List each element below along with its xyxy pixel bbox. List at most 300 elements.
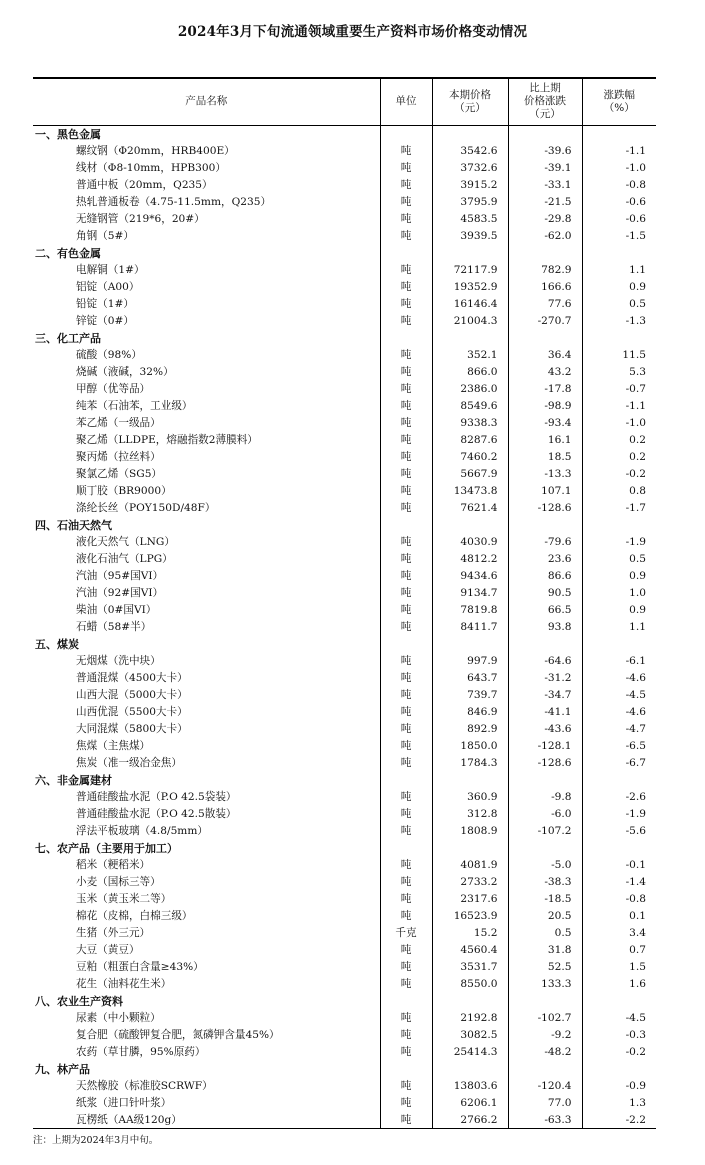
table-row bbox=[33, 890, 656, 907]
unit-cell: 吨 bbox=[380, 822, 432, 839]
change-cell: -9.8 bbox=[508, 788, 582, 805]
unit-cell: 吨 bbox=[380, 397, 432, 414]
change-cell: 23.6 bbox=[508, 550, 582, 567]
unit-cell: 吨 bbox=[380, 720, 432, 737]
change-cell: -98.9 bbox=[508, 397, 582, 414]
pct-cell: 1.3 bbox=[582, 1094, 656, 1111]
change-cell: 16.1 bbox=[508, 431, 582, 448]
header-product-name: 产品名称 bbox=[33, 78, 380, 125]
pct-cell bbox=[582, 635, 656, 652]
unit-cell: 吨 bbox=[380, 873, 432, 890]
price-cell: 8287.6 bbox=[432, 431, 508, 448]
price-cell bbox=[432, 1060, 508, 1077]
unit-cell: 吨 bbox=[380, 142, 432, 159]
change-cell bbox=[508, 516, 582, 533]
product-name: 瓦楞纸（AA级120g） bbox=[33, 1111, 380, 1128]
unit-cell: 吨 bbox=[380, 312, 432, 329]
product-name: 无烟煤（洗中块） bbox=[76, 655, 161, 667]
table-row bbox=[33, 567, 656, 584]
product-name: 纸浆（进口针叶浆） bbox=[76, 1097, 172, 1109]
price-cell: 2192.8 bbox=[432, 1009, 508, 1026]
change-cell: 90.5 bbox=[508, 584, 582, 601]
change-cell: 86.6 bbox=[508, 567, 582, 584]
unit-cell: 吨 bbox=[380, 346, 432, 363]
unit-cell: 吨 bbox=[380, 737, 432, 754]
pct-cell: -1.1 bbox=[582, 397, 656, 414]
table-row bbox=[33, 941, 656, 958]
product-name: 热轧普通板卷（4.75-11.5mm，Q235） bbox=[76, 196, 272, 208]
table-row bbox=[33, 159, 656, 176]
pct-cell: 0.2 bbox=[582, 448, 656, 465]
header-change-line: 价格涨跌 bbox=[524, 95, 566, 108]
pct-cell: -4.6 bbox=[582, 669, 656, 686]
change-cell: -128.6 bbox=[508, 754, 582, 771]
unit-cell: 吨 bbox=[380, 975, 432, 992]
price-cell: 9434.6 bbox=[432, 567, 508, 584]
unit-cell: 吨 bbox=[380, 1026, 432, 1043]
change-cell: -34.7 bbox=[508, 686, 582, 703]
table-row bbox=[33, 1094, 656, 1111]
price-cell: 3795.9 bbox=[432, 193, 508, 210]
change-cell: 36.4 bbox=[508, 346, 582, 363]
change-cell: -120.4 bbox=[508, 1077, 582, 1094]
change-cell: 18.5 bbox=[508, 448, 582, 465]
product-name: 锌锭（0#） bbox=[76, 315, 134, 327]
unit-cell bbox=[380, 516, 432, 533]
pct-cell: -2.6 bbox=[582, 788, 656, 805]
pct-cell: 0.8 bbox=[582, 482, 656, 499]
product-name: 山西优混（5500大卡） bbox=[76, 706, 188, 718]
table-row bbox=[33, 975, 656, 992]
change-cell: -79.6 bbox=[508, 533, 582, 550]
unit-cell: 吨 bbox=[380, 227, 432, 244]
header-change-line: （元） bbox=[529, 108, 561, 121]
price-cell: 19352.9 bbox=[432, 278, 508, 295]
price-cell: 25414.3 bbox=[432, 1043, 508, 1060]
change-cell: -102.7 bbox=[508, 1009, 582, 1026]
product-name: 铅锭（1#） bbox=[76, 298, 134, 310]
price-cell: 4030.9 bbox=[432, 533, 508, 550]
pct-cell: -1.9 bbox=[582, 533, 656, 550]
price-cell: 9134.7 bbox=[432, 584, 508, 601]
product-name: 铝锭（A00） bbox=[76, 281, 140, 293]
product-name: 花生（油料花生米） bbox=[76, 978, 172, 990]
pct-cell: 1.0 bbox=[582, 584, 656, 601]
pct-cell bbox=[582, 771, 656, 788]
unit-cell: 吨 bbox=[380, 805, 432, 822]
product-name: 液化天然气（LNG） bbox=[76, 536, 175, 548]
table-row bbox=[33, 805, 656, 822]
price-cell: 739.7 bbox=[432, 686, 508, 703]
unit-cell: 吨 bbox=[380, 652, 432, 669]
page-title: 2024年3月下旬流通领域重要生产资料市场价格变动情况 bbox=[177, 24, 528, 40]
change-cell bbox=[508, 125, 582, 142]
table-header-row bbox=[33, 78, 656, 125]
product-name: 柴油（0#国VI） bbox=[76, 604, 157, 616]
header-change-line: 比上期 bbox=[529, 82, 561, 95]
unit-cell: 吨 bbox=[380, 788, 432, 805]
table-row bbox=[33, 703, 656, 720]
unit-cell: 吨 bbox=[380, 210, 432, 227]
table-row bbox=[33, 210, 656, 227]
pct-cell: -4.6 bbox=[582, 703, 656, 720]
pct-cell: -1.9 bbox=[582, 805, 656, 822]
price-cell bbox=[432, 244, 508, 261]
price-cell: 72117.9 bbox=[432, 261, 508, 278]
price-cell: 2766.2 bbox=[432, 1111, 508, 1128]
change-cell: 77.6 bbox=[508, 295, 582, 312]
price-cell: 16146.4 bbox=[432, 295, 508, 312]
price-cell: 1784.3 bbox=[432, 754, 508, 771]
table-row bbox=[33, 601, 656, 618]
pct-cell: -6.1 bbox=[582, 652, 656, 669]
category-row bbox=[33, 635, 656, 652]
table-row bbox=[33, 822, 656, 839]
header-price-line: 本期价格 bbox=[449, 88, 491, 101]
table-row bbox=[33, 1026, 656, 1043]
pct-cell: -1.0 bbox=[582, 159, 656, 176]
table-row bbox=[33, 754, 656, 771]
unit-cell bbox=[380, 1060, 432, 1077]
change-cell: -18.5 bbox=[508, 890, 582, 907]
change-cell: -13.3 bbox=[508, 465, 582, 482]
unit-cell bbox=[380, 125, 432, 142]
price-table bbox=[33, 77, 656, 1129]
pct-cell: -4.5 bbox=[582, 1009, 656, 1026]
unit-cell: 吨 bbox=[380, 295, 432, 312]
table-row bbox=[33, 295, 656, 312]
category-name: 三、化工产品 bbox=[35, 332, 101, 345]
category-name: 四、石油天然气 bbox=[35, 519, 112, 532]
change-cell: -9.2 bbox=[508, 1026, 582, 1043]
product-name: 烧碱（液碱，32%） bbox=[76, 366, 174, 378]
product-name: 小麦（国标三等） bbox=[76, 876, 161, 888]
product-name: 聚氯乙烯（SG5） bbox=[76, 468, 163, 480]
table-row bbox=[33, 720, 656, 737]
table-row bbox=[33, 856, 656, 873]
unit-cell: 吨 bbox=[380, 1094, 432, 1111]
price-cell: 2317.6 bbox=[432, 890, 508, 907]
pct-cell: -0.6 bbox=[582, 210, 656, 227]
pct-cell: 1.1 bbox=[582, 261, 656, 278]
table-body bbox=[33, 125, 656, 1128]
category-name: 五、煤炭 bbox=[35, 638, 79, 651]
table-row bbox=[33, 1111, 656, 1128]
product-name: 涤纶长丝（POY150D/48F） bbox=[76, 502, 216, 514]
change-cell: 43.2 bbox=[508, 363, 582, 380]
price-cell: 846.9 bbox=[432, 703, 508, 720]
pct-cell bbox=[582, 992, 656, 1009]
change-cell: -63.3 bbox=[508, 1111, 582, 1128]
product-name: 聚丙烯（拉丝料） bbox=[76, 451, 161, 463]
change-cell: -128.6 bbox=[508, 499, 582, 516]
change-cell: -29.8 bbox=[508, 210, 582, 227]
product-name: 苯乙烯（一级品） bbox=[76, 417, 161, 429]
unit-cell: 吨 bbox=[380, 159, 432, 176]
unit-cell: 吨 bbox=[380, 1111, 432, 1128]
price-cell: 16523.9 bbox=[432, 907, 508, 924]
pct-cell: 1.5 bbox=[582, 958, 656, 975]
pct-cell: -1.1 bbox=[582, 142, 656, 159]
product-name: 电解铜（1#） bbox=[76, 264, 145, 276]
price-cell: 4583.5 bbox=[432, 210, 508, 227]
price-cell bbox=[432, 839, 508, 856]
product-name: 浮法平板玻璃（4.8/5mm） bbox=[76, 825, 208, 837]
price-cell: 7621.4 bbox=[432, 499, 508, 516]
unit-cell: 吨 bbox=[380, 669, 432, 686]
product-name: 汽油（95#国VI） bbox=[76, 570, 164, 582]
price-cell: 3915.2 bbox=[432, 176, 508, 193]
table-row bbox=[33, 924, 656, 941]
change-cell: -41.1 bbox=[508, 703, 582, 720]
product-name: 无缝钢管（219*6，20#） bbox=[76, 213, 205, 225]
product-name: 石蜡（58#半） bbox=[76, 621, 152, 633]
price-cell: 4812.2 bbox=[432, 550, 508, 567]
product-name: 农药（草甘膦，95%原药） bbox=[76, 1046, 206, 1058]
price-cell: 7460.2 bbox=[432, 448, 508, 465]
unit-cell: 吨 bbox=[380, 363, 432, 380]
table-row bbox=[33, 1009, 656, 1026]
table-row bbox=[33, 1043, 656, 1060]
change-cell: 31.8 bbox=[508, 941, 582, 958]
unit-cell: 吨 bbox=[380, 618, 432, 635]
unit-cell: 吨 bbox=[380, 1077, 432, 1094]
table-row bbox=[33, 1077, 656, 1094]
pct-cell: -0.8 bbox=[582, 890, 656, 907]
price-cell: 3531.7 bbox=[432, 958, 508, 975]
category-name: 一、黑色金属 bbox=[35, 128, 101, 141]
table-row bbox=[33, 584, 656, 601]
change-cell bbox=[508, 329, 582, 346]
table-row bbox=[33, 737, 656, 754]
product-name: 大同混煤（5800大卡） bbox=[76, 723, 188, 735]
price-cell bbox=[432, 516, 508, 533]
unit-cell: 吨 bbox=[380, 499, 432, 516]
table-row bbox=[33, 465, 656, 482]
pct-cell bbox=[582, 1060, 656, 1077]
product-name: 玉米（黄玉米二等） bbox=[76, 893, 172, 905]
price-cell: 3732.6 bbox=[432, 159, 508, 176]
table-row bbox=[33, 533, 656, 550]
product-name: 线材（Φ8-10mm，HPB300） bbox=[76, 162, 226, 174]
pct-cell: 1.6 bbox=[582, 975, 656, 992]
pct-cell: 0.9 bbox=[582, 567, 656, 584]
pct-cell: -1.0 bbox=[582, 414, 656, 431]
price-cell: 8549.6 bbox=[432, 397, 508, 414]
table-row bbox=[33, 346, 656, 363]
price-cell bbox=[432, 771, 508, 788]
change-cell: 0.5 bbox=[508, 924, 582, 941]
footnote: 注：上期为2024年3月中旬。 bbox=[33, 1135, 159, 1146]
unit-cell: 吨 bbox=[380, 431, 432, 448]
table-row bbox=[33, 227, 656, 244]
price-cell: 13473.8 bbox=[432, 482, 508, 499]
unit-cell: 吨 bbox=[380, 601, 432, 618]
unit-cell: 吨 bbox=[380, 414, 432, 431]
unit-cell bbox=[380, 771, 432, 788]
table-row bbox=[33, 431, 656, 448]
change-cell: -39.1 bbox=[508, 159, 582, 176]
pct-cell: 0.9 bbox=[582, 278, 656, 295]
price-cell bbox=[432, 329, 508, 346]
unit-cell: 吨 bbox=[380, 482, 432, 499]
change-cell: -38.3 bbox=[508, 873, 582, 890]
price-cell: 21004.3 bbox=[432, 312, 508, 329]
pct-cell: -4.7 bbox=[582, 720, 656, 737]
unit-cell bbox=[380, 329, 432, 346]
change-cell: -6.0 bbox=[508, 805, 582, 822]
change-cell: 77.0 bbox=[508, 1094, 582, 1111]
price-cell: 866.0 bbox=[432, 363, 508, 380]
change-cell: 782.9 bbox=[508, 261, 582, 278]
pct-cell bbox=[582, 244, 656, 261]
change-cell bbox=[508, 244, 582, 261]
unit-cell: 吨 bbox=[380, 261, 432, 278]
change-cell: 93.8 bbox=[508, 618, 582, 635]
price-cell: 1808.9 bbox=[432, 822, 508, 839]
price-cell bbox=[432, 992, 508, 1009]
price-cell: 4560.4 bbox=[432, 941, 508, 958]
price-cell: 352.1 bbox=[432, 346, 508, 363]
pct-cell: -1.5 bbox=[582, 227, 656, 244]
price-cell bbox=[432, 635, 508, 652]
price-cell: 3082.5 bbox=[432, 1026, 508, 1043]
table-row bbox=[33, 261, 656, 278]
pct-cell: 1.1 bbox=[582, 618, 656, 635]
price-cell: 6206.1 bbox=[432, 1094, 508, 1111]
product-name: 普通中板（20mm，Q235） bbox=[76, 179, 213, 191]
pct-cell bbox=[582, 125, 656, 142]
change-cell: -128.1 bbox=[508, 737, 582, 754]
pct-cell: -1.7 bbox=[582, 499, 656, 516]
price-cell: 8550.0 bbox=[432, 975, 508, 992]
unit-cell: 吨 bbox=[380, 533, 432, 550]
pct-cell: 3.4 bbox=[582, 924, 656, 941]
pct-cell bbox=[582, 516, 656, 533]
product-name: 稻米（粳稻米） bbox=[76, 859, 151, 871]
unit-cell bbox=[380, 839, 432, 856]
product-name: 普通混煤（4500大卡） bbox=[76, 672, 188, 684]
pct-cell: -6.5 bbox=[582, 737, 656, 754]
category-row bbox=[33, 1060, 656, 1077]
product-name: 聚乙烯（LLDPE，熔融指数2薄膜料） bbox=[76, 434, 258, 446]
pct-cell: 0.5 bbox=[582, 295, 656, 312]
category-row bbox=[33, 516, 656, 533]
product-name: 硫酸（98%） bbox=[76, 349, 142, 361]
product-name: 焦煤（主焦煤） bbox=[76, 740, 151, 752]
product-name: 大豆（黄豆） bbox=[76, 944, 140, 956]
pct-cell bbox=[582, 839, 656, 856]
price-cell: 4081.9 bbox=[432, 856, 508, 873]
pct-cell: -2.2 bbox=[582, 1111, 656, 1128]
unit-cell: 吨 bbox=[380, 890, 432, 907]
category-row bbox=[33, 771, 656, 788]
category-row bbox=[33, 125, 656, 142]
unit-cell: 吨 bbox=[380, 584, 432, 601]
change-cell: 66.5 bbox=[508, 601, 582, 618]
category-row bbox=[33, 839, 656, 856]
product-name: 汽油（92#国VI） bbox=[76, 587, 164, 599]
price-cell: 312.8 bbox=[432, 805, 508, 822]
product-name: 纯苯（石油苯，工业级） bbox=[76, 400, 193, 412]
header-pct-line: （%） bbox=[603, 101, 635, 114]
pct-cell: -5.6 bbox=[582, 822, 656, 839]
change-cell bbox=[508, 1060, 582, 1077]
pct-cell: 0.7 bbox=[582, 941, 656, 958]
header-change bbox=[508, 78, 582, 125]
price-cell: 9338.3 bbox=[432, 414, 508, 431]
table-row bbox=[33, 652, 656, 669]
unit-cell: 吨 bbox=[380, 1009, 432, 1026]
product-name: 天然橡胶（标准胶SCRWF） bbox=[76, 1080, 213, 1092]
unit-cell bbox=[380, 635, 432, 652]
change-cell: -39.6 bbox=[508, 142, 582, 159]
category-name: 六、非金属建材 bbox=[35, 774, 112, 787]
unit-cell: 吨 bbox=[380, 907, 432, 924]
unit-cell: 吨 bbox=[380, 380, 432, 397]
pct-cell: -4.5 bbox=[582, 686, 656, 703]
change-cell: -33.1 bbox=[508, 176, 582, 193]
table-row bbox=[33, 873, 656, 890]
change-cell: 133.3 bbox=[508, 975, 582, 992]
table-row bbox=[33, 142, 656, 159]
category-name: 九、林产品 bbox=[35, 1063, 90, 1076]
unit-cell: 吨 bbox=[380, 567, 432, 584]
pct-cell: -0.3 bbox=[582, 1026, 656, 1043]
pct-cell: -0.9 bbox=[582, 1077, 656, 1094]
change-cell: -17.8 bbox=[508, 380, 582, 397]
table-row bbox=[33, 669, 656, 686]
price-cell: 892.9 bbox=[432, 720, 508, 737]
category-name: 八、农业生产资料 bbox=[35, 995, 123, 1008]
price-cell: 5667.9 bbox=[432, 465, 508, 482]
change-cell: -48.2 bbox=[508, 1043, 582, 1060]
table-row bbox=[33, 278, 656, 295]
unit-cell: 吨 bbox=[380, 941, 432, 958]
change-cell: 166.6 bbox=[508, 278, 582, 295]
price-cell: 2733.2 bbox=[432, 873, 508, 890]
table-row bbox=[33, 176, 656, 193]
category-row bbox=[33, 992, 656, 1009]
unit-cell: 吨 bbox=[380, 856, 432, 873]
price-cell: 7819.8 bbox=[432, 601, 508, 618]
table-row bbox=[33, 618, 656, 635]
change-cell: -31.2 bbox=[508, 669, 582, 686]
table-row bbox=[33, 193, 656, 210]
pct-cell: -0.2 bbox=[582, 1043, 656, 1060]
table-row bbox=[33, 958, 656, 975]
change-cell: -43.6 bbox=[508, 720, 582, 737]
price-cell: 997.9 bbox=[432, 652, 508, 669]
change-cell: -107.2 bbox=[508, 822, 582, 839]
category-row bbox=[33, 329, 656, 346]
product-name: 尿素（中小颗粒） bbox=[76, 1012, 161, 1024]
unit-cell: 吨 bbox=[380, 958, 432, 975]
unit-cell: 吨 bbox=[380, 703, 432, 720]
header-unit: 单位 bbox=[380, 78, 432, 125]
product-name: 山西大混（5000大卡） bbox=[76, 689, 188, 701]
unit-cell: 吨 bbox=[380, 754, 432, 771]
product-name: 角钢（5#） bbox=[76, 230, 134, 242]
unit-cell: 吨 bbox=[380, 1043, 432, 1060]
table-row bbox=[33, 312, 656, 329]
product-name: 复合肥（硫酸钾复合肥，氮磷钾含量45%） bbox=[76, 1029, 280, 1041]
change-cell: 107.1 bbox=[508, 482, 582, 499]
unit-cell: 吨 bbox=[380, 465, 432, 482]
pct-cell: 0.1 bbox=[582, 907, 656, 924]
table-row bbox=[33, 499, 656, 516]
change-cell: 20.5 bbox=[508, 907, 582, 924]
